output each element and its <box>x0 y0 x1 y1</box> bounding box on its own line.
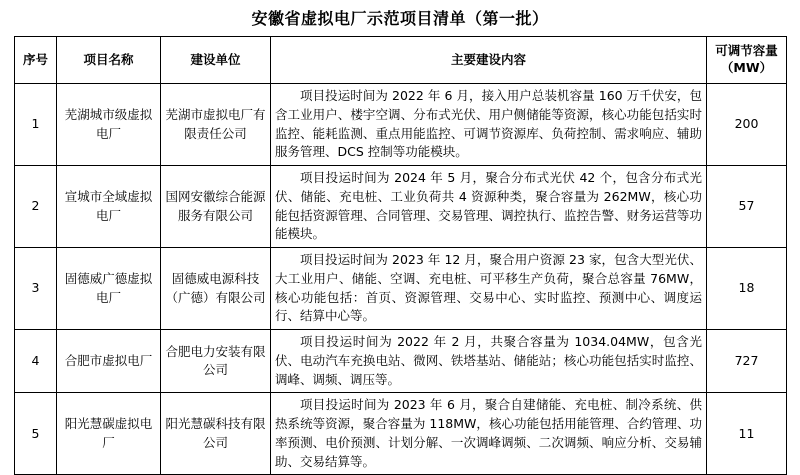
table-row <box>15 330 787 393</box>
column-header-capacity <box>707 37 787 84</box>
cell-main-content <box>271 330 707 393</box>
cell-project-name: 宣城市全域虚拟电厂 <box>57 166 161 248</box>
cell-project-name: 芜湖城市级虚拟电厂 <box>57 84 161 166</box>
table-row <box>15 84 787 166</box>
cell-capacity: 727 <box>707 330 787 393</box>
column-header-project-name: 项目名称 <box>57 37 161 84</box>
main-content-text: 项目投运时间为 2022 年 6 月，接入用户总装机容量 160 万千伏安，包含工业用户、楼宇空调、分布式光伏、用户侧储能等资源，核心功能包括实时监控、能耗监测、重点用能监控、可调节资源库、负荷控制、需求响应、辅助服务管理、DCS 控制等功能模块。 <box>275 88 702 160</box>
cell-main-content <box>271 393 707 475</box>
cell-project-name: 合肥市虚拟电厂 <box>57 330 161 393</box>
table-row <box>15 393 787 475</box>
table-row <box>15 166 787 248</box>
column-header-index: 序号 <box>15 37 57 84</box>
cell-capacity: 200 <box>707 84 787 166</box>
cell-index: 2 <box>15 166 57 248</box>
cell-index: 4 <box>15 330 57 393</box>
cell-construction-unit: 固德威电源科技（广德）有限公司 <box>161 248 271 330</box>
column-header-construction-unit: 建设单位 <box>161 37 271 84</box>
cell-main-content <box>271 166 707 248</box>
page-title: 安徽省虚拟电厂示范项目清单（第一批） <box>251 9 549 28</box>
main-content-text: 项目投运时间为 2023 年 6 月，聚合自建储能、充电桩、制冷系统、供热系统等资源，聚合容量为 118MW，核心功能包括用能管理、合约管理、功率预测、电价预测、计划分解、一次调峰调频、二次调频、响应分析、交易辅助、交易结算等。 <box>275 397 702 469</box>
table-header-row <box>15 37 787 84</box>
cell-project-name: 固德威广德虚拟电厂 <box>57 248 161 330</box>
cell-index: 1 <box>15 84 57 166</box>
cell-main-content <box>271 248 707 330</box>
cell-capacity: 18 <box>707 248 787 330</box>
capacity-header-line2: （MW） <box>720 60 773 76</box>
capacity-header-line1: 可调节容量 <box>715 43 778 59</box>
cell-index: 3 <box>15 248 57 330</box>
main-content-text: 项目投运时间为 2024 年 5 月，聚合分布式光伏 42 个，包含分布式光伏、储能、充电桩、工业负荷共 4 资源种类，聚合容量为 262MW，核心功能包括资源管理、合同管理、交易管理、调控执行、监控告警、财务运营等功能模块。 <box>275 170 702 242</box>
cell-project-name: 阳光慧碳虚拟电厂 <box>57 393 161 475</box>
project-list-table <box>14 36 787 475</box>
cell-construction-unit: 阳光慧碳科技有限公司 <box>161 393 271 475</box>
column-header-main-content: 主要建设内容 <box>271 37 707 84</box>
cell-index: 5 <box>15 393 57 475</box>
main-content-text: 项目投运时间为 2022 年 2 月，共聚合容量为 1034.04MW，包含光伏、电动汽车充换电站、微网、铁塔基站、储能站；核心功能包括实时监控、调峰、调频、调压等。 <box>275 334 702 387</box>
table-row <box>15 248 787 330</box>
cell-capacity: 11 <box>707 393 787 475</box>
main-content-text: 项目投运时间为 2023 年 12 月，聚合用户资源 23 家，包含大型光伏、大工业用户、储能、空调、充电桩、可平移生产负荷，聚合总容量 76MW，核心功能包括：首页、资源管理、交易中心、实时监控、预测中心、调度运行、结算中心等。 <box>275 252 702 324</box>
cell-construction-unit: 芜湖市虚拟电厂有限责任公司 <box>161 84 271 166</box>
cell-construction-unit: 合肥电力安装有限公司 <box>161 330 271 393</box>
cell-construction-unit: 国网安徽综合能源服务有限公司 <box>161 166 271 248</box>
cell-capacity: 57 <box>707 166 787 248</box>
cell-main-content <box>271 84 707 166</box>
